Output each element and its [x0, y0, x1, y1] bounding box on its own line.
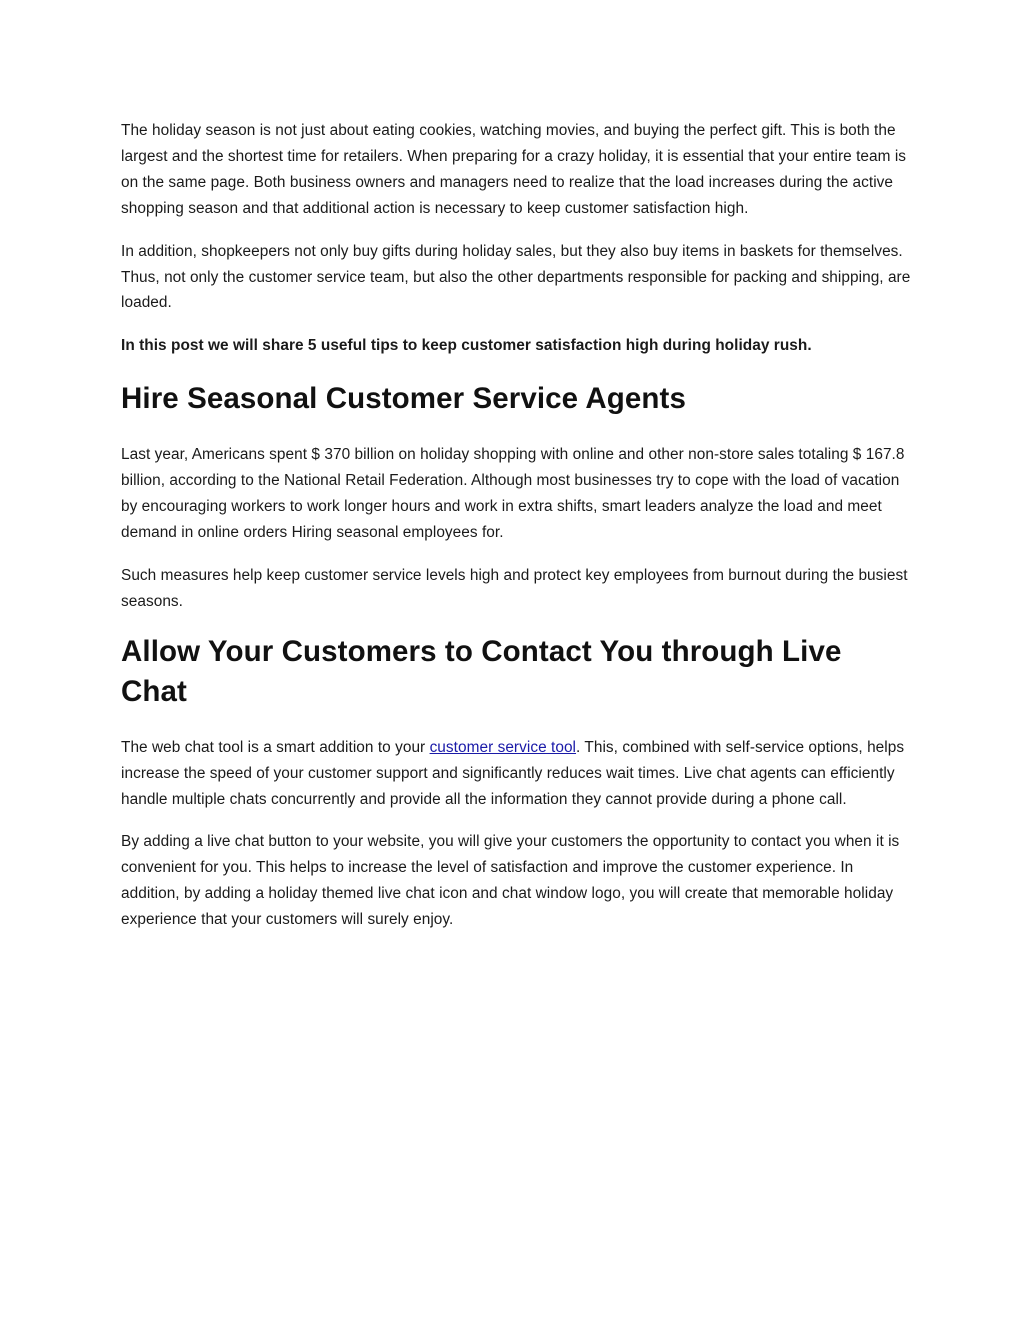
seasonal-agents-paragraph-2: Such measures help keep customer service levels high and protect key employees from burnout during the busiest seasons.: [121, 566, 908, 610]
section-heading-live-chat: Allow Your Customers to Contact You through Live Chat: [121, 634, 842, 708]
live-chat-paragraph-1: [121, 735, 911, 813]
section-heading-seasonal-agents: Hire Seasonal Customer Service Agents: [121, 382, 686, 416]
document-page: [121, 118, 911, 950]
live-chat-text-after-link: . This, combined with self-service options, helps increase the speed of your customer support and significantly reduces wait times. Live chat agents can efficiently handle multiple chats concurrently and provide all the information they cannot provide during a phone call.: [121, 738, 905, 808]
intro-bold-statement: In this post we will share 5 useful tips to keep customer satisfaction high during holiday rush.: [121, 337, 812, 355]
customer-service-tool-link[interactable]: customer service tool: [429, 738, 577, 756]
intro-paragraph-1: The holiday season is not just about eating cookies, watching movies, and buying the perfect gift. This is both the largest and the shortest time for retailers. When preparing for a crazy holiday, it is essential that your entire team is on the same page. Both business owners and managers need to realize that the load increases during the active shopping season and that additional action is necessary to keep customer satisfaction high.: [121, 122, 907, 217]
intro-paragraph-2: In addition, shopkeepers not only buy gifts during holiday sales, but they also buy items in baskets for themselves. Thus, not only the customer service team, but also the other departments responsible for packing and shipping, are loaded.: [121, 242, 911, 312]
seasonal-agents-paragraph-1: Last year, Americans spent $ 370 billion on holiday shopping with online and other non-store sales totaling $ 167.8 billion, according to the National Retail Federation. Although most businesses try to cope with the load of vacation by encouraging workers to work longer hours and work in extra shifts, smart leaders analyze the load and meet demand in online orders Hiring seasonal employees for.: [121, 446, 905, 541]
live-chat-text-before-link: The web chat tool is a smart addition to your: [121, 738, 430, 756]
live-chat-paragraph-2: By adding a live chat button to your website, you will give your customers the opportunity to contact you when it is convenient for you. This helps to increase the level of satisfaction and improve the customer experience. In addition, by adding a holiday themed live chat icon and chat window logo, you will create that memorable holiday experience that your customers will surely enjoy.: [121, 833, 900, 929]
